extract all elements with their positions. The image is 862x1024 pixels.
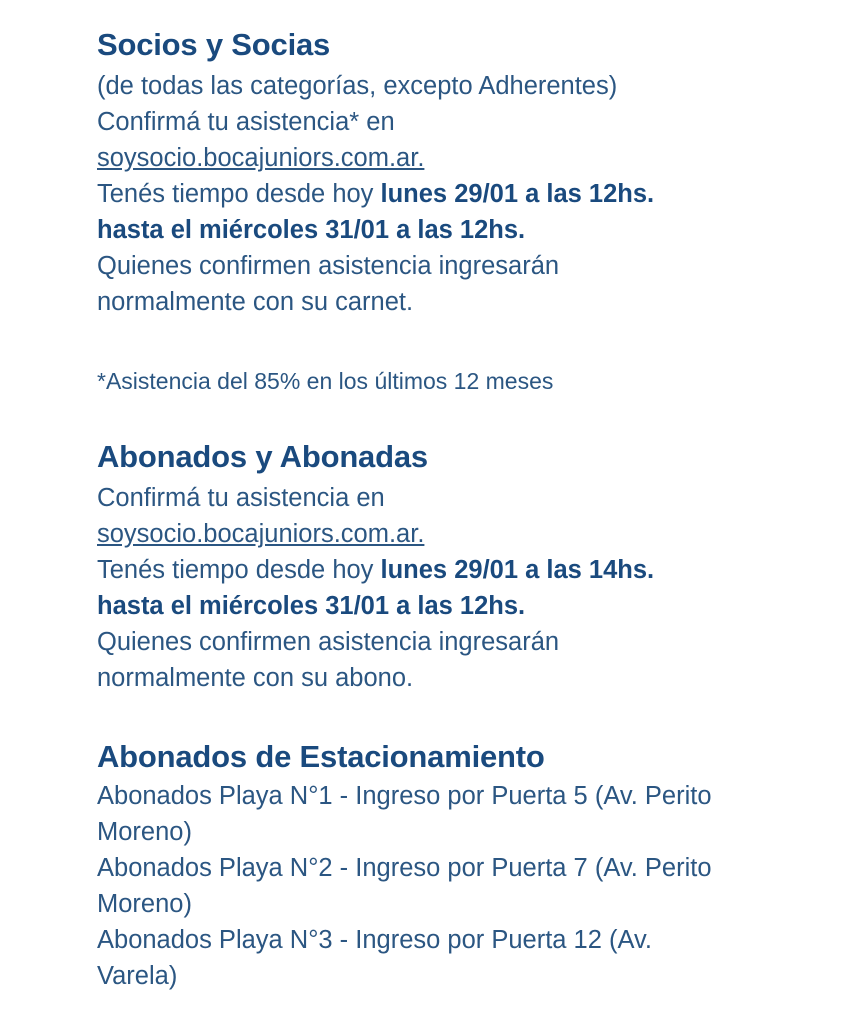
spacer-before-parking xyxy=(97,696,745,738)
socios-until-bold: hasta el miércoles 31/01 a las 12hs. xyxy=(97,215,526,244)
socios-note-line-2: normalmente con su carnet. xyxy=(97,287,414,316)
parking-item: Abonados Playa N°3 - Ingreso por Puerta 12 (Av. Varela) xyxy=(97,926,652,991)
abonados-note-line-2: normalmente con su abono. xyxy=(97,663,414,692)
soysocio-link-socios[interactable]: soysocio.bocajuniors.com.ar. xyxy=(97,143,425,172)
heading-socios: Socios y Socias xyxy=(97,27,331,62)
abonados-time-line xyxy=(97,552,745,588)
parking-item: Abonados Playa N°2 - Ingreso por Puerta 7 (Av. Perito Moreno) xyxy=(97,854,712,919)
section-abonados xyxy=(97,438,745,696)
section-socios xyxy=(97,26,745,320)
section-estacionamiento xyxy=(97,738,745,995)
socios-time-bold: lunes 29/01 a las 12hs. xyxy=(380,179,655,208)
abonados-time-bold: lunes 29/01 a las 14hs. xyxy=(380,555,655,584)
socios-until-line xyxy=(97,212,745,248)
spacer-before-footnote xyxy=(97,320,745,364)
socios-time-prefix: Tenés tiempo desde hoy xyxy=(97,179,381,208)
attendance-footnote: *Asistencia del 85% en los últimos 12 meses xyxy=(97,367,554,394)
socios-subtitle: (de todas las categorías, excepto Adherentes) xyxy=(97,71,618,100)
socios-link-line xyxy=(97,140,745,176)
abonados-time-prefix: Tenés tiempo desde hoy xyxy=(97,555,381,584)
parking-item: Abonados Playa N°1 - Ingreso por Puerta 5 (Av. Perito Moreno) xyxy=(97,782,712,847)
abonados-confirm-line: Confirmá tu asistencia en xyxy=(97,483,385,512)
soysocio-link-abonados[interactable]: soysocio.bocajuniors.com.ar. xyxy=(97,519,425,548)
abonados-until-line xyxy=(97,588,745,624)
parking-list xyxy=(97,778,745,994)
abonados-note-line-1: Quienes confirmen asistencia ingresarán xyxy=(97,627,560,656)
socios-confirm-line: Confirmá tu asistencia* en xyxy=(97,107,395,136)
spacer-after-footnote xyxy=(97,398,745,438)
abonados-until-bold: hasta el miércoles 31/01 a las 12hs. xyxy=(97,591,526,620)
abonados-link-line xyxy=(97,516,745,552)
socios-time-line xyxy=(97,176,745,212)
heading-abonados: Abonados y Abonadas xyxy=(97,438,428,474)
content-column xyxy=(97,26,745,994)
socios-note-line-1: Quienes confirmen asistencia ingresarán xyxy=(97,251,560,280)
heading-estacionamiento: Abonados de Estacionamiento xyxy=(97,738,545,774)
